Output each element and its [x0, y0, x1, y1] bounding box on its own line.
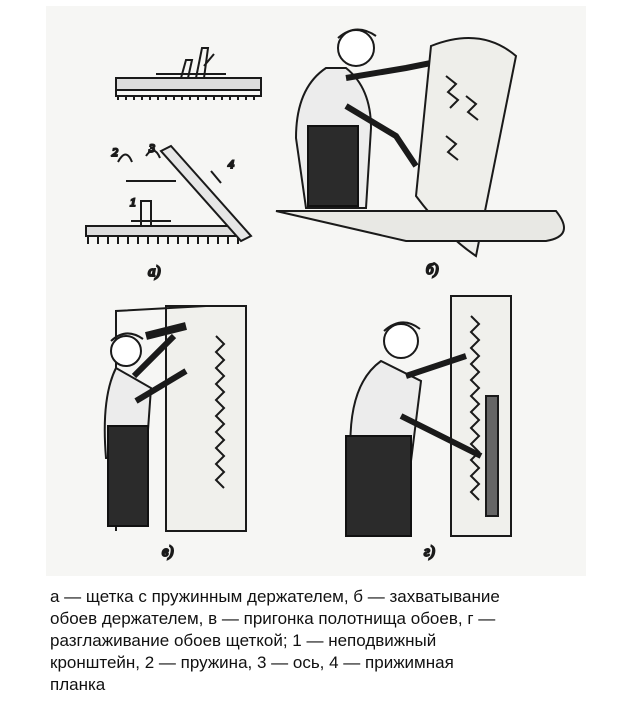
part-number-4: 4 — [228, 157, 234, 171]
figure-caption — [50, 586, 590, 696]
caption-line-5: планка — [50, 675, 106, 694]
part-number-2: 2 — [112, 145, 118, 159]
panel-label-b: б) — [426, 262, 439, 278]
panel-label-g: г) — [424, 544, 435, 560]
panel-label-a: а) — [148, 264, 161, 280]
caption-line-1: а — щетка с пружинным держателем, б — захватывание — [50, 587, 500, 606]
worker-fitting-drawing — [105, 306, 246, 531]
brush-bottom-drawing — [86, 146, 251, 244]
part-number-3: 3 — [149, 141, 155, 155]
caption-line-2: обоев держателем, в — пригонка полотнища обоев, г — — [50, 609, 496, 628]
panel-label-v: в) — [162, 544, 174, 560]
worker-grabbing-drawing — [276, 29, 564, 256]
illustration-drawing — [46, 6, 586, 576]
illustration — [46, 6, 586, 576]
caption-line-4: кронштейн, 2 — пружина, 3 — ось, 4 — прижимная — [50, 653, 454, 672]
caption-line-3: разглаживание обоев щеткой; 1 — неподвижный — [50, 631, 437, 650]
brush-top-drawing — [116, 48, 261, 100]
part-number-1: 1 — [130, 195, 136, 209]
worker-smoothing-drawing — [346, 296, 511, 536]
